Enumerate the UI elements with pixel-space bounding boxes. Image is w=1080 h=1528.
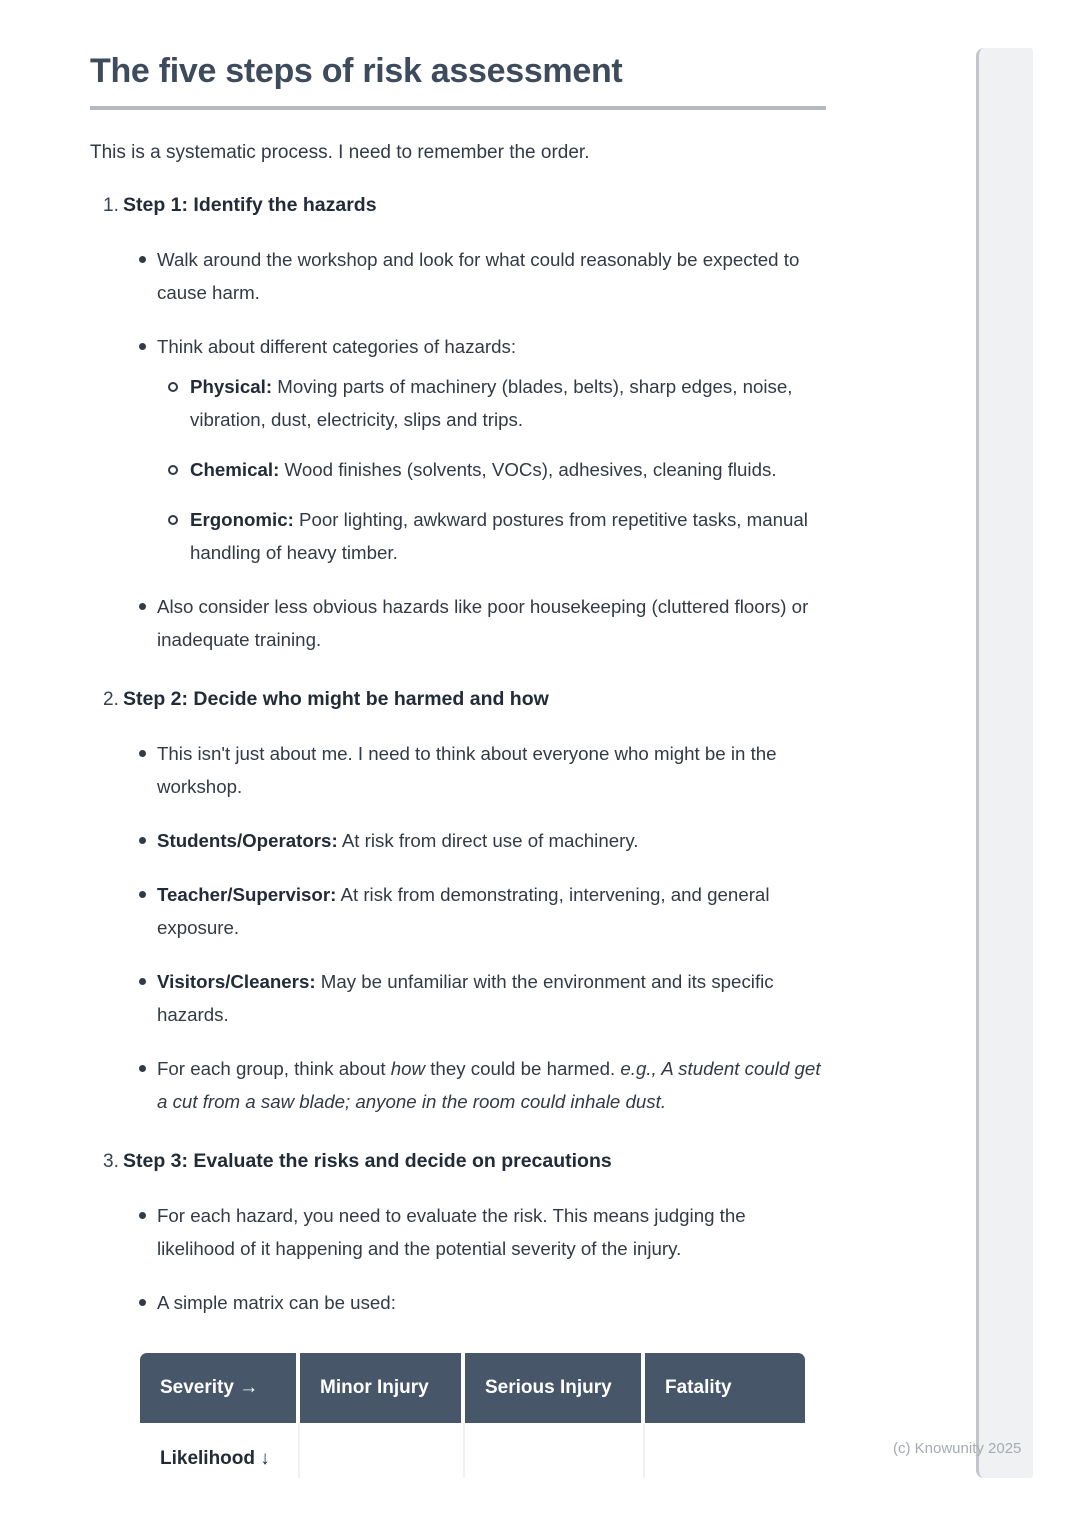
text-segment: Teacher/Supervisor: <box>157 884 337 905</box>
matrix-body <box>140 1423 805 1478</box>
text-segment: Also consider less obvious hazards like poor housekeeping (cluttered floors) or inadequate training. <box>157 596 809 650</box>
bullet-item <box>103 590 826 656</box>
text-segment: For each hazard, you need to evaluate the risk. This means judging the likelihood of it happening and the potential severity of the injury. <box>157 1205 746 1259</box>
matrix-header-cell: Minor Injury <box>300 1353 465 1423</box>
text-segment: Moving parts of machinery (blades, belts), sharp edges, noise, vibration, dust, electricity, slips and trips. <box>190 376 793 430</box>
text-segment: Poor lighting, awkward postures from repetitive tasks, manual handling of heavy timber. <box>190 509 808 563</box>
title-divider <box>90 106 826 110</box>
step-number: 2. <box>103 689 119 710</box>
matrix-header-cell: Severity → <box>140 1353 300 1423</box>
matrix-row-label: Likelihood ↓ <box>140 1423 300 1478</box>
step-heading: Step 2: Decide who might be harmed and how <box>123 688 549 710</box>
text-segment: A simple matrix can be used: <box>157 1292 396 1313</box>
sub-bullet-list <box>157 370 826 569</box>
bullet-item <box>103 878 826 944</box>
text-segment: Chemical: <box>190 459 280 480</box>
step-heading: Step 1: Identify the hazards <box>123 194 377 216</box>
bullet-item <box>103 1199 826 1265</box>
text-segment: For each group, think about <box>157 1058 391 1079</box>
step-item <box>103 192 826 656</box>
matrix-header-row <box>140 1353 805 1423</box>
text-segment: they could be harmed. <box>425 1058 621 1079</box>
page-title: The five steps of risk assessment <box>90 52 623 90</box>
bullet-item <box>103 330 826 569</box>
step-bullet-list <box>103 243 826 656</box>
bullet-item <box>103 1286 826 1319</box>
step-heading: Step 3: Evaluate the risks and decide on precautions <box>123 1150 612 1172</box>
matrix-row <box>140 1423 805 1478</box>
bullet-item <box>103 1052 826 1118</box>
matrix-cell <box>465 1423 645 1478</box>
text-segment: At risk from demonstrating, intervening, and general exposure. <box>157 884 770 938</box>
text-segment: Walk around the workshop and look for what could reasonably be expected to cause harm. <box>157 249 800 303</box>
sub-bullet-item <box>157 453 826 486</box>
text-segment: Physical: <box>190 376 273 397</box>
steps-list <box>90 192 826 1478</box>
matrix-cell <box>645 1423 805 1478</box>
bullet-item <box>103 824 826 857</box>
document-page <box>90 44 826 1478</box>
text-segment: e.g., A student could get a cut from a saw blade; anyone in the room could inhale dust. <box>157 1058 821 1112</box>
sub-bullet-item <box>157 503 826 569</box>
text-segment: This isn't just about me. I need to think about everyone who might be in the workshop. <box>157 743 777 797</box>
step-item <box>103 1148 826 1478</box>
text-segment: At risk from direct use of machinery. <box>337 830 639 851</box>
step-item <box>103 686 826 1118</box>
scrollbar-track[interactable] <box>976 48 1033 1478</box>
step-bullet-list <box>103 737 826 1118</box>
text-segment: Students/Operators: <box>157 830 338 851</box>
text-segment: May be unfamiliar with the environment and its specific hazards. <box>157 971 774 1025</box>
text-segment: how <box>390 1058 426 1079</box>
text-segment: Visitors/Cleaners: <box>157 971 316 992</box>
matrix-cell <box>300 1423 465 1478</box>
step-number: 1. <box>103 195 119 216</box>
intro-text: This is a systematic process. I need to remember the order. <box>90 142 590 163</box>
bullet-item <box>103 243 826 309</box>
matrix-header-cell: Serious Injury <box>465 1353 645 1423</box>
step-number: 3. <box>103 1151 119 1172</box>
bullet-item <box>103 737 826 803</box>
matrix-header-cell: Fatality <box>645 1353 805 1423</box>
bullet-item <box>103 965 826 1031</box>
risk-matrix-table <box>140 1353 805 1478</box>
text-segment: Think about different categories of hazards: <box>157 336 517 357</box>
text-segment: Ergonomic: <box>190 509 294 530</box>
step-bullet-list <box>103 1199 826 1319</box>
text-segment: Wood finishes (solvents, VOCs), adhesives, cleaning fluids. <box>279 459 777 480</box>
watermark-text: (c) Knowunity 2025 <box>893 1440 1022 1457</box>
matrix-header <box>140 1353 805 1423</box>
sub-bullet-item <box>157 370 826 436</box>
